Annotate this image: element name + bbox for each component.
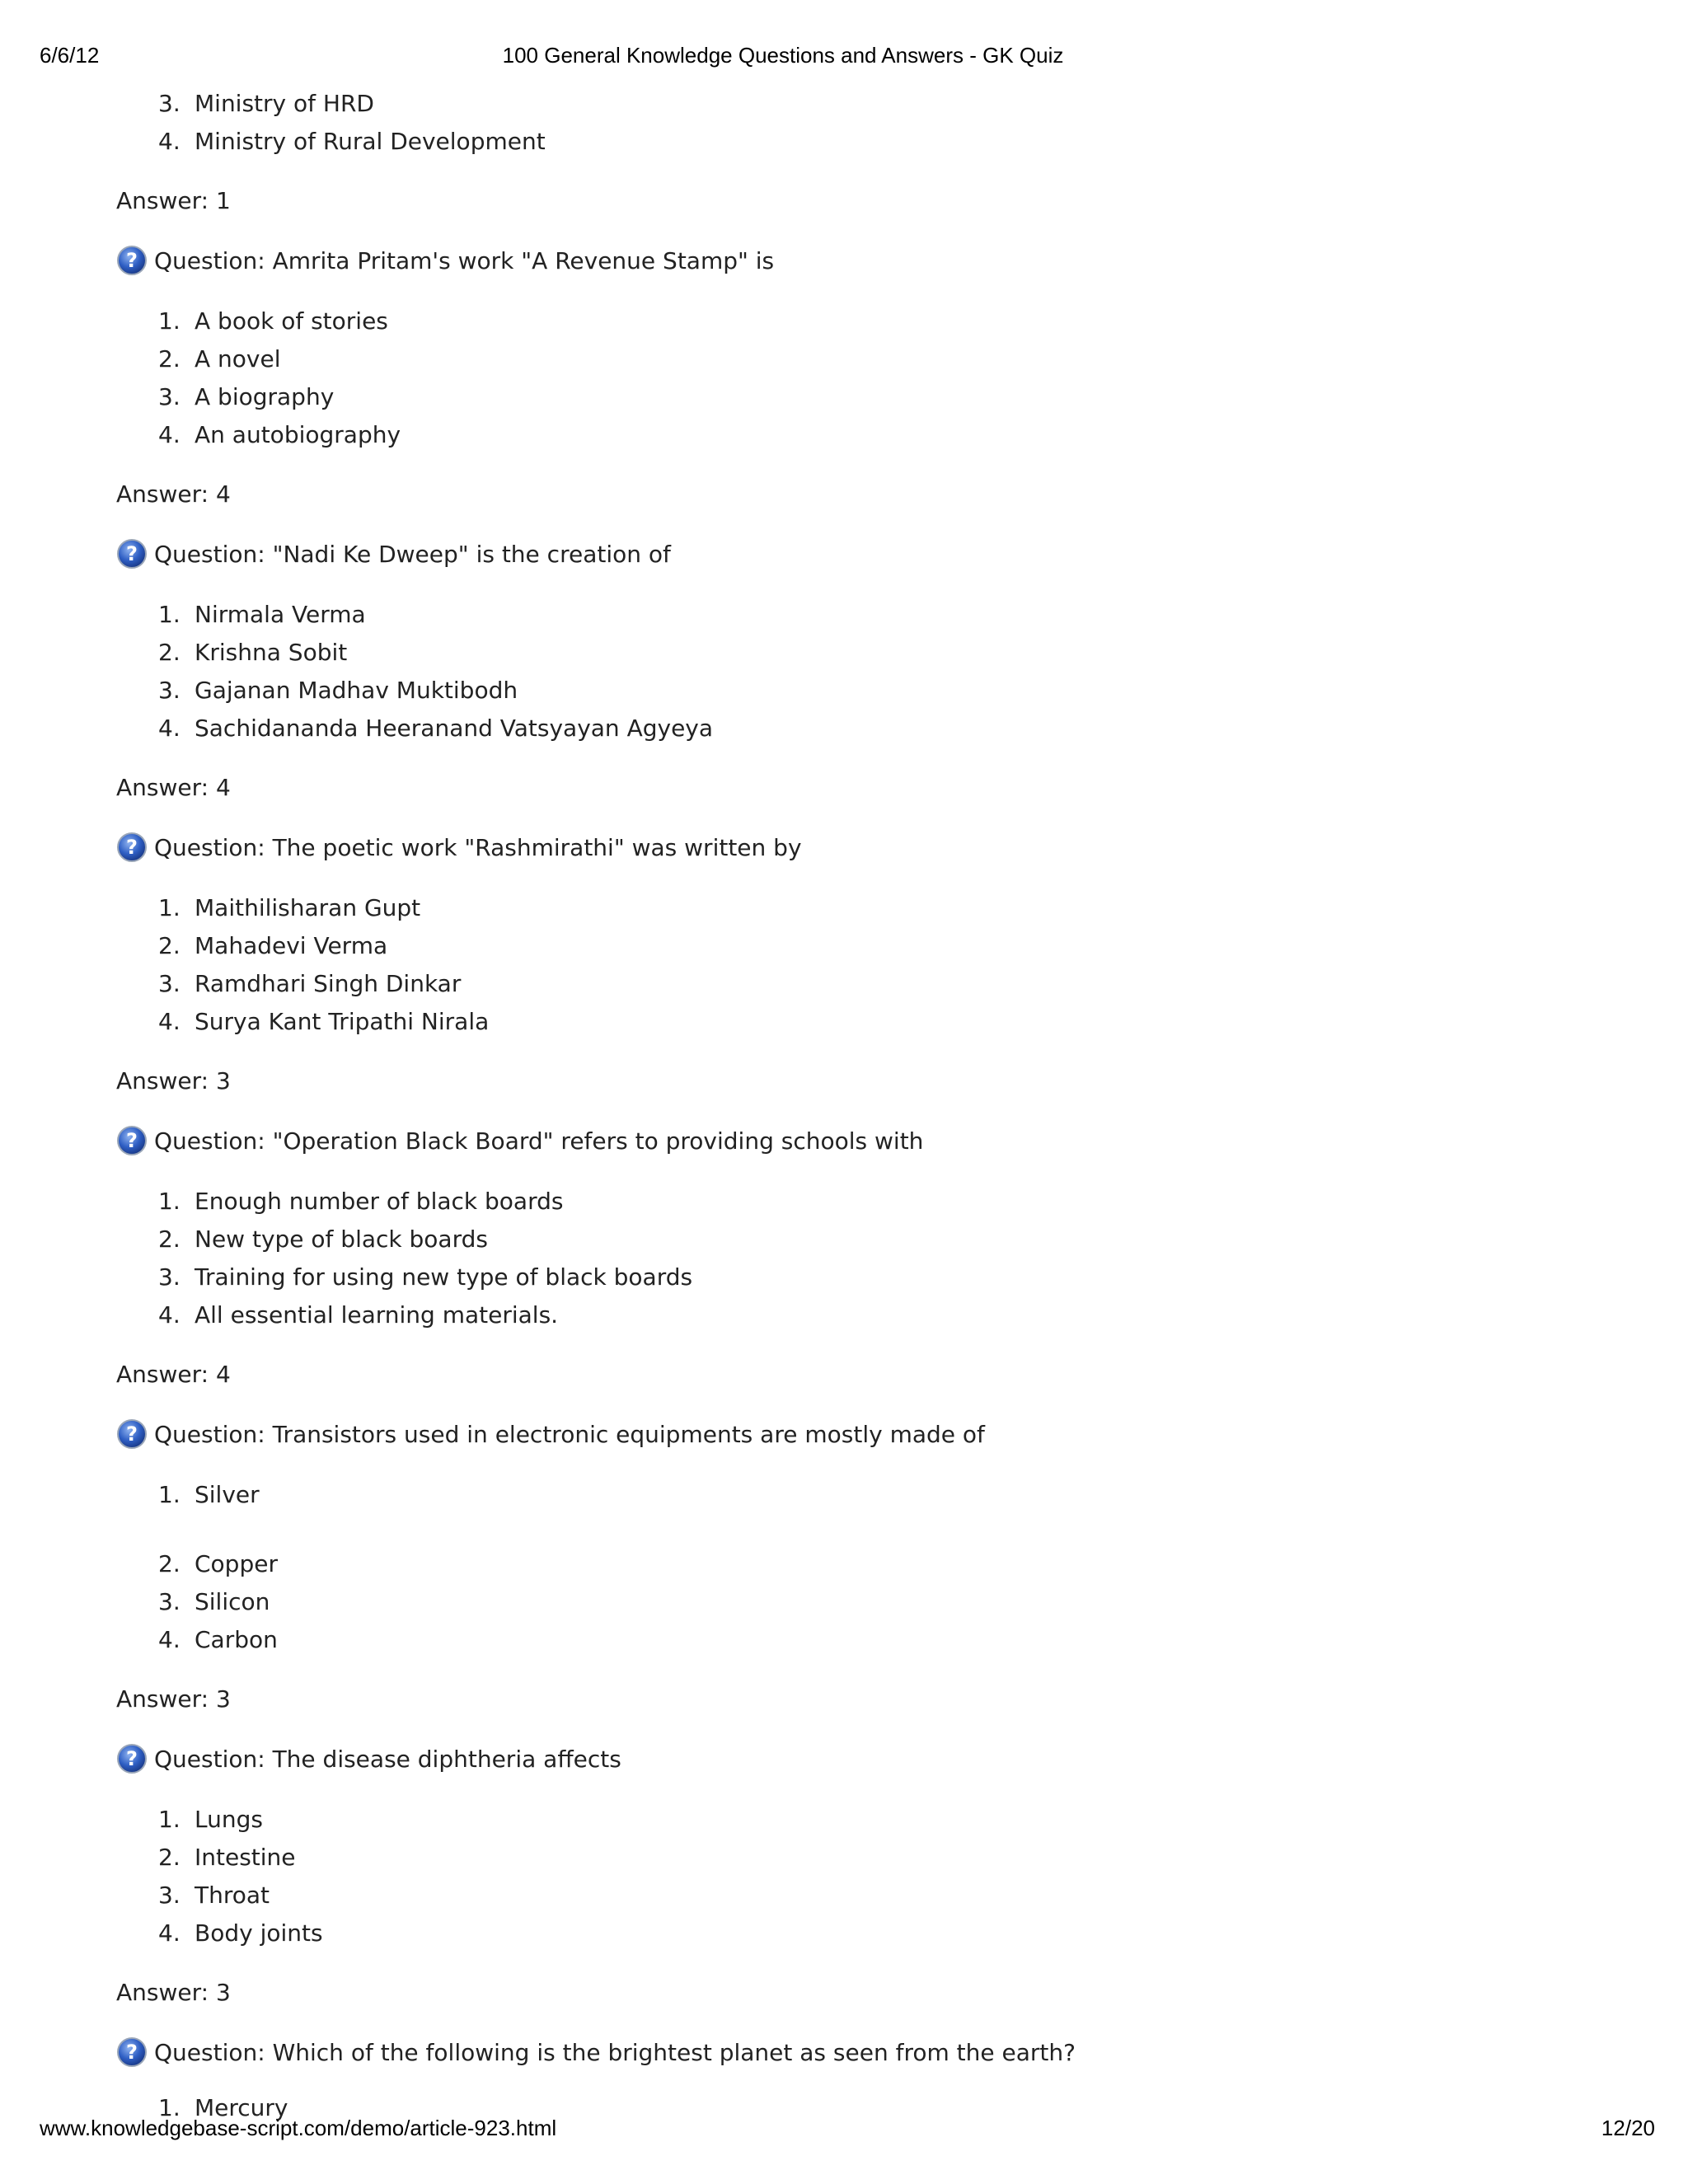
option-item — [158, 1225, 488, 1254]
question-text: Question: Amrita Pritam's work "A Revenue Stamp" is — [154, 247, 775, 274]
option-number: 2. — [158, 345, 181, 373]
option-text: Carbon — [195, 1626, 278, 1653]
option-text: Training for using new type of black boards — [195, 1263, 693, 1291]
option-text: Throat — [195, 1882, 270, 1909]
option-item — [158, 676, 518, 705]
question-line — [116, 2038, 1076, 2068]
question-text: Question: Which of the following is the brightest planet as seen from the earth? — [154, 2039, 1076, 2066]
svg-text:?: ? — [126, 2041, 138, 2064]
question-line — [116, 1745, 621, 1774]
option-item — [158, 307, 388, 336]
svg-text:?: ? — [126, 542, 138, 565]
svg-text:?: ? — [126, 836, 138, 859]
option-item — [158, 714, 713, 743]
option-text: Mercury — [195, 2094, 288, 2121]
option-number: 4. — [158, 1919, 181, 1947]
option-item — [158, 1881, 270, 1910]
answer-line: Answer: 3 — [116, 1979, 231, 2006]
option-item — [158, 420, 401, 450]
option-text: Lungs — [195, 1806, 263, 1833]
option-text: New type of black boards — [195, 1226, 488, 1253]
svg-text:?: ? — [126, 249, 138, 272]
option-number: 4. — [158, 715, 181, 742]
question-mark-icon — [116, 832, 148, 863]
option-item — [158, 600, 366, 630]
option-text: Copper — [195, 1550, 278, 1577]
option-text: Surya Kant Tripathi Nirala — [195, 1008, 490, 1035]
option-text: A book of stories — [195, 307, 388, 335]
option-item — [158, 1587, 270, 1617]
svg-text:?: ? — [126, 1747, 138, 1770]
question-mark-icon — [116, 1125, 148, 1156]
question-text: Question: Transistors used in electronic equipments are mostly made of — [154, 1421, 985, 1448]
answer-line: Answer: 4 — [116, 1361, 231, 1388]
question-text: Question: "Operation Black Board" refers to providing schools with — [154, 1127, 924, 1155]
option-number: 2. — [158, 1226, 181, 1253]
option-text: Ministry of Rural Development — [195, 128, 546, 155]
option-text: Gajanan Madhav Muktibodh — [195, 677, 518, 704]
answer-line: Answer: 3 — [116, 1067, 231, 1094]
print-date: 6/6/12 — [40, 43, 100, 68]
option-number: 2. — [158, 932, 181, 959]
question-line — [116, 1127, 923, 1156]
question-line — [116, 1420, 985, 1450]
option-text: Krishna Sobit — [195, 639, 348, 666]
option-item — [158, 931, 387, 961]
option-number: 4. — [158, 1626, 181, 1653]
option-number: 3. — [158, 970, 181, 997]
option-item — [158, 1805, 263, 1835]
option-number: 3. — [158, 383, 181, 410]
option-item — [158, 1187, 563, 1216]
answer-line: Answer: 3 — [116, 1685, 231, 1713]
option-text: Maithilisharan Gupt — [195, 894, 421, 921]
option-text: All essential learning materials. — [195, 1301, 559, 1329]
option-text: Intestine — [195, 1844, 296, 1871]
option-text: Mahadevi Verma — [195, 932, 388, 959]
option-text: Silicon — [195, 1588, 270, 1615]
option-number: 3. — [158, 90, 181, 117]
option-item — [158, 1263, 692, 1292]
answer-line: Answer: 4 — [116, 480, 231, 508]
option-number: 1. — [158, 601, 181, 628]
option-number: 3. — [158, 677, 181, 704]
option-item — [158, 127, 546, 157]
option-text: An autobiography — [195, 421, 401, 448]
answer-line: Answer: 4 — [116, 774, 231, 801]
option-item — [158, 1919, 323, 1948]
option-number: 4. — [158, 1301, 181, 1329]
option-item — [158, 1625, 278, 1655]
option-item — [158, 89, 374, 119]
page-number: 12/20 — [1601, 2116, 1655, 2140]
option-number: 1. — [158, 1481, 181, 1508]
option-item — [158, 1007, 489, 1037]
question-mark-icon — [116, 245, 148, 276]
option-number: 3. — [158, 1882, 181, 1909]
question-text: Question: "Nadi Ke Dweep" is the creation of — [154, 541, 671, 568]
option-item — [158, 1549, 278, 1579]
option-number: 4. — [158, 1008, 181, 1035]
option-item — [158, 1843, 296, 1872]
option-number: 2. — [158, 1844, 181, 1871]
question-text: Question: The disease diphtheria affects — [154, 1746, 621, 1773]
question-text: Question: The poetic work "Rashmirathi" was written by — [154, 834, 802, 861]
option-number: 3. — [158, 1588, 181, 1615]
question-mark-icon — [116, 2036, 148, 2068]
page-title: 100 General Knowledge Questions and Answers - GK Quiz — [502, 43, 1064, 68]
option-text: Nirmala Verma — [195, 601, 366, 628]
svg-text:?: ? — [126, 1129, 138, 1152]
option-item — [158, 382, 334, 412]
option-text: Silver — [195, 1481, 260, 1508]
page-footer — [0, 2116, 1688, 2145]
option-text: Enough number of black boards — [195, 1188, 564, 1215]
option-number: 1. — [158, 307, 181, 335]
question-mark-icon — [116, 1418, 148, 1450]
option-number: 2. — [158, 639, 181, 666]
option-item — [158, 893, 420, 923]
option-text: Sachidananda Heeranand Vatsyayan Agyeya — [195, 715, 714, 742]
question-line — [116, 540, 671, 569]
question-mark-icon — [116, 538, 148, 569]
option-item — [158, 344, 281, 374]
option-number: 1. — [158, 1188, 181, 1215]
option-text: Body joints — [195, 1919, 323, 1947]
question-mark-icon — [116, 1743, 148, 1774]
option-text: A biography — [195, 383, 335, 410]
option-text: Ministry of HRD — [195, 90, 374, 117]
option-text: Ramdhari Singh Dinkar — [195, 970, 462, 997]
svg-text:?: ? — [126, 1422, 138, 1446]
option-item — [158, 1301, 558, 1330]
option-number: 1. — [158, 2094, 181, 2121]
option-number: 4. — [158, 421, 181, 448]
option-number: 3. — [158, 1263, 181, 1291]
option-item — [158, 1480, 260, 1510]
question-line — [116, 246, 774, 276]
option-number: 1. — [158, 1806, 181, 1833]
option-item — [158, 638, 347, 668]
option-number: 4. — [158, 128, 181, 155]
page-url: www.knowledgebase-script.com/demo/article-923.html — [40, 2116, 557, 2140]
question-line — [116, 833, 802, 863]
option-number: 2. — [158, 1550, 181, 1577]
option-text: A novel — [195, 345, 281, 373]
option-number: 1. — [158, 894, 181, 921]
answer-line: Answer: 1 — [116, 187, 231, 214]
option-item — [158, 969, 461, 999]
